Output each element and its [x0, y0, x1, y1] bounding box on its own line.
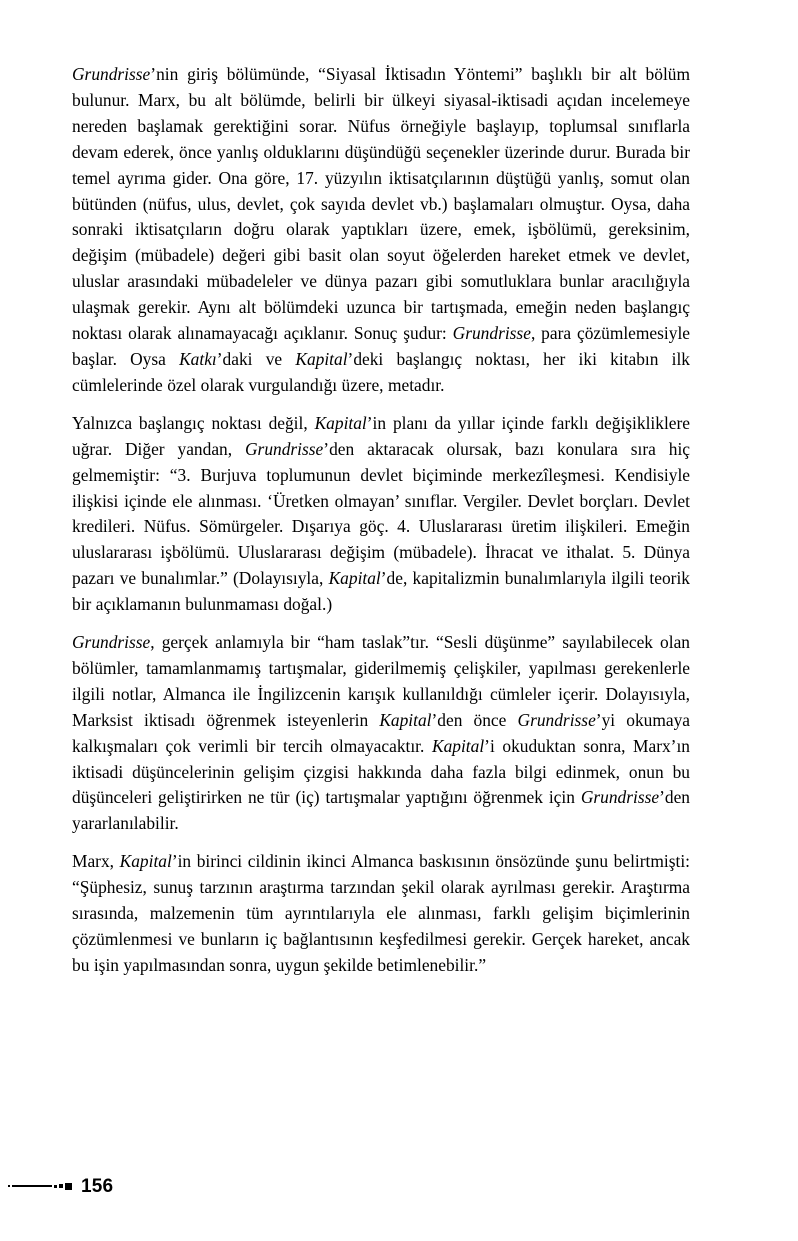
- book-title-italic: Grundrisse: [72, 632, 151, 653]
- book-title-italic: Grundrisse: [452, 323, 531, 344]
- ornament-square-small: [54, 1185, 57, 1188]
- ornament-rule: [12, 1185, 52, 1187]
- paragraph-2: Yalnızca başlangıç noktası değil, Kapital’in planı da yıllar içinde farklı değişikliklere uğrar. Diğer yandan, Grundrisse’den aktaracak olursak, bazı konulara sıra hiç gelmemiştir: “3. Burjuva toplumunun devlet biçiminde merkezîleşmesi. Kendisiyle ilişkisi içinde ele alınması. ‘Üretken olmayan’ sınıflar. Vergiler. Devlet borçları. Devlet kredileri. Nüfus. Sömürgeler. Dışarıya göç. 4. Uluslararası üretim ilişkileri. Emeğin uluslararası işbölümü. Uluslararası değişim (mübadele). İhracat ve ithalat. 5. Dünya pazarı ve bunalımlar.” (Dolayısıyla, Kapital’de, kapitalizmin bunalımlarıyla ilgili teorik bir açıklamanın bulunmaması doğal.): [72, 412, 691, 615]
- paragraph-4: Marx, Kapital’in birinci cildinin ikinci Almanca baskısının önsözünde şunu belirtmişti: “Şüphesiz, sunuş tarzının araştırma tarzından şekil olarak ayrılması gerekir. Araştırma sırasında, malzemenin tüm ayrıntılarıyla ele alınması, farklı gelişim biçimlerinin çözümlenmesi ve bunların iç bağlantısının keşfedilmesi gerekir. Gerçek hareket, ancak bu işin yapılmasından sonra, uygun şekilde betimlenebilir.”: [72, 851, 690, 975]
- book-title-italic: Katkı: [179, 348, 217, 369]
- book-title-italic: Grundrisse: [245, 438, 324, 459]
- book-title-italic: Kapital: [119, 851, 172, 872]
- footer-ornament-icon: [8, 1179, 72, 1193]
- book-title-italic: Kapital: [431, 735, 485, 756]
- ornament-dot: [8, 1185, 10, 1187]
- book-title-italic: Grundrisse: [580, 787, 660, 808]
- book-title-italic: Grundrisse: [517, 709, 596, 730]
- book-title-italic: Kapital: [379, 709, 432, 730]
- book-title-italic: Kapital: [295, 348, 348, 369]
- body-text-column: [72, 62, 690, 979]
- ornament-square-large: [65, 1183, 72, 1190]
- page-footer: [8, 1175, 113, 1197]
- page-number: 156: [81, 1175, 114, 1197]
- book-title-italic: Grundrisse: [72, 64, 151, 84]
- paragraph-1: Grundrisse’nin giriş bölümünde, “Siyasal İktisadın Yöntemi” başlıklı bir alt bölüm bulunur. Marx, bu alt bölümde, belirli bir ülkeyi siyasal-iktisadi açıdan incelemeye nereden başlamak gerektiğini sorar. Nüfus örneğiyle başlayıp, toplumsal sınıflarla devam ederek, önce yanlış olduklarını düşündüğü seçenekler üzerinde durur. Burada bir temel ayrıma gider. Ona göre, 17. yüzyılın iktisatçılarının düştüğü yanlış, somut olan bütünden (nüfus, ulus, devlet, çok sayıda devlet vb.) başlamaları olmuştur. Oysa, daha sonraki iktisatçıların doğru olarak yaptıkları üzere, emek, işbölümü, gereksinim, değişim (mübadele) değeri gibi basit olan soyut öğelerden hareket etmek ve devlet, uluslar arasındaki mübadeleler ve dünya pazarı gibi somutluklara bunlar aracılığıyla ulaşmak gerekir. Aynı alt bölümdeki uzunca bir tartışmada, emeğin neden başlangıç noktası olarak alınamayacağı açıklanır. Sonuç şudur: Grundrisse, para çözümlemesiyle başlar. Oysa Katkı’daki ve Kapital’deki başlangıç noktası, her iki kitabın ilk cümlelerinde özel olarak vurgulandığı üzere, metadır.: [72, 64, 690, 395]
- book-title-italic: Kapital: [314, 412, 367, 433]
- paragraph-3: Grundrisse, gerçek anlamıyla bir “ham taslak”tır. “Sesli düşünme” sayılabilecek olan bölümler, tamamlanmamış tartışmalar, giderilmemiş çelişkiler, yapılması gerekenlerle ilgili notlar, Almanca ile İngilizcenin karışık kullanıldığı cümleler içerir. Dolayısıyla, Marksist iktisadı öğrenmek isteyenlerin Kapital’den önce Grundrisse’yi okumaya kalkışmaları çok verimli bir tercih olmayacaktır. Kapital’i okuduktan sonra, Marx’ın iktisadi düşüncelerinin gelişim çizgisi hakkında daha fazla bilgi edinmek, onun bu düşünceleri geliştirirken ne tür (iç) tartışmalar yaptığını öğrenmek için Grundrisse’den yararlanılabilir.: [72, 632, 691, 834]
- ornament-square-medium: [59, 1184, 63, 1188]
- book-title-italic: Kapital: [328, 568, 381, 589]
